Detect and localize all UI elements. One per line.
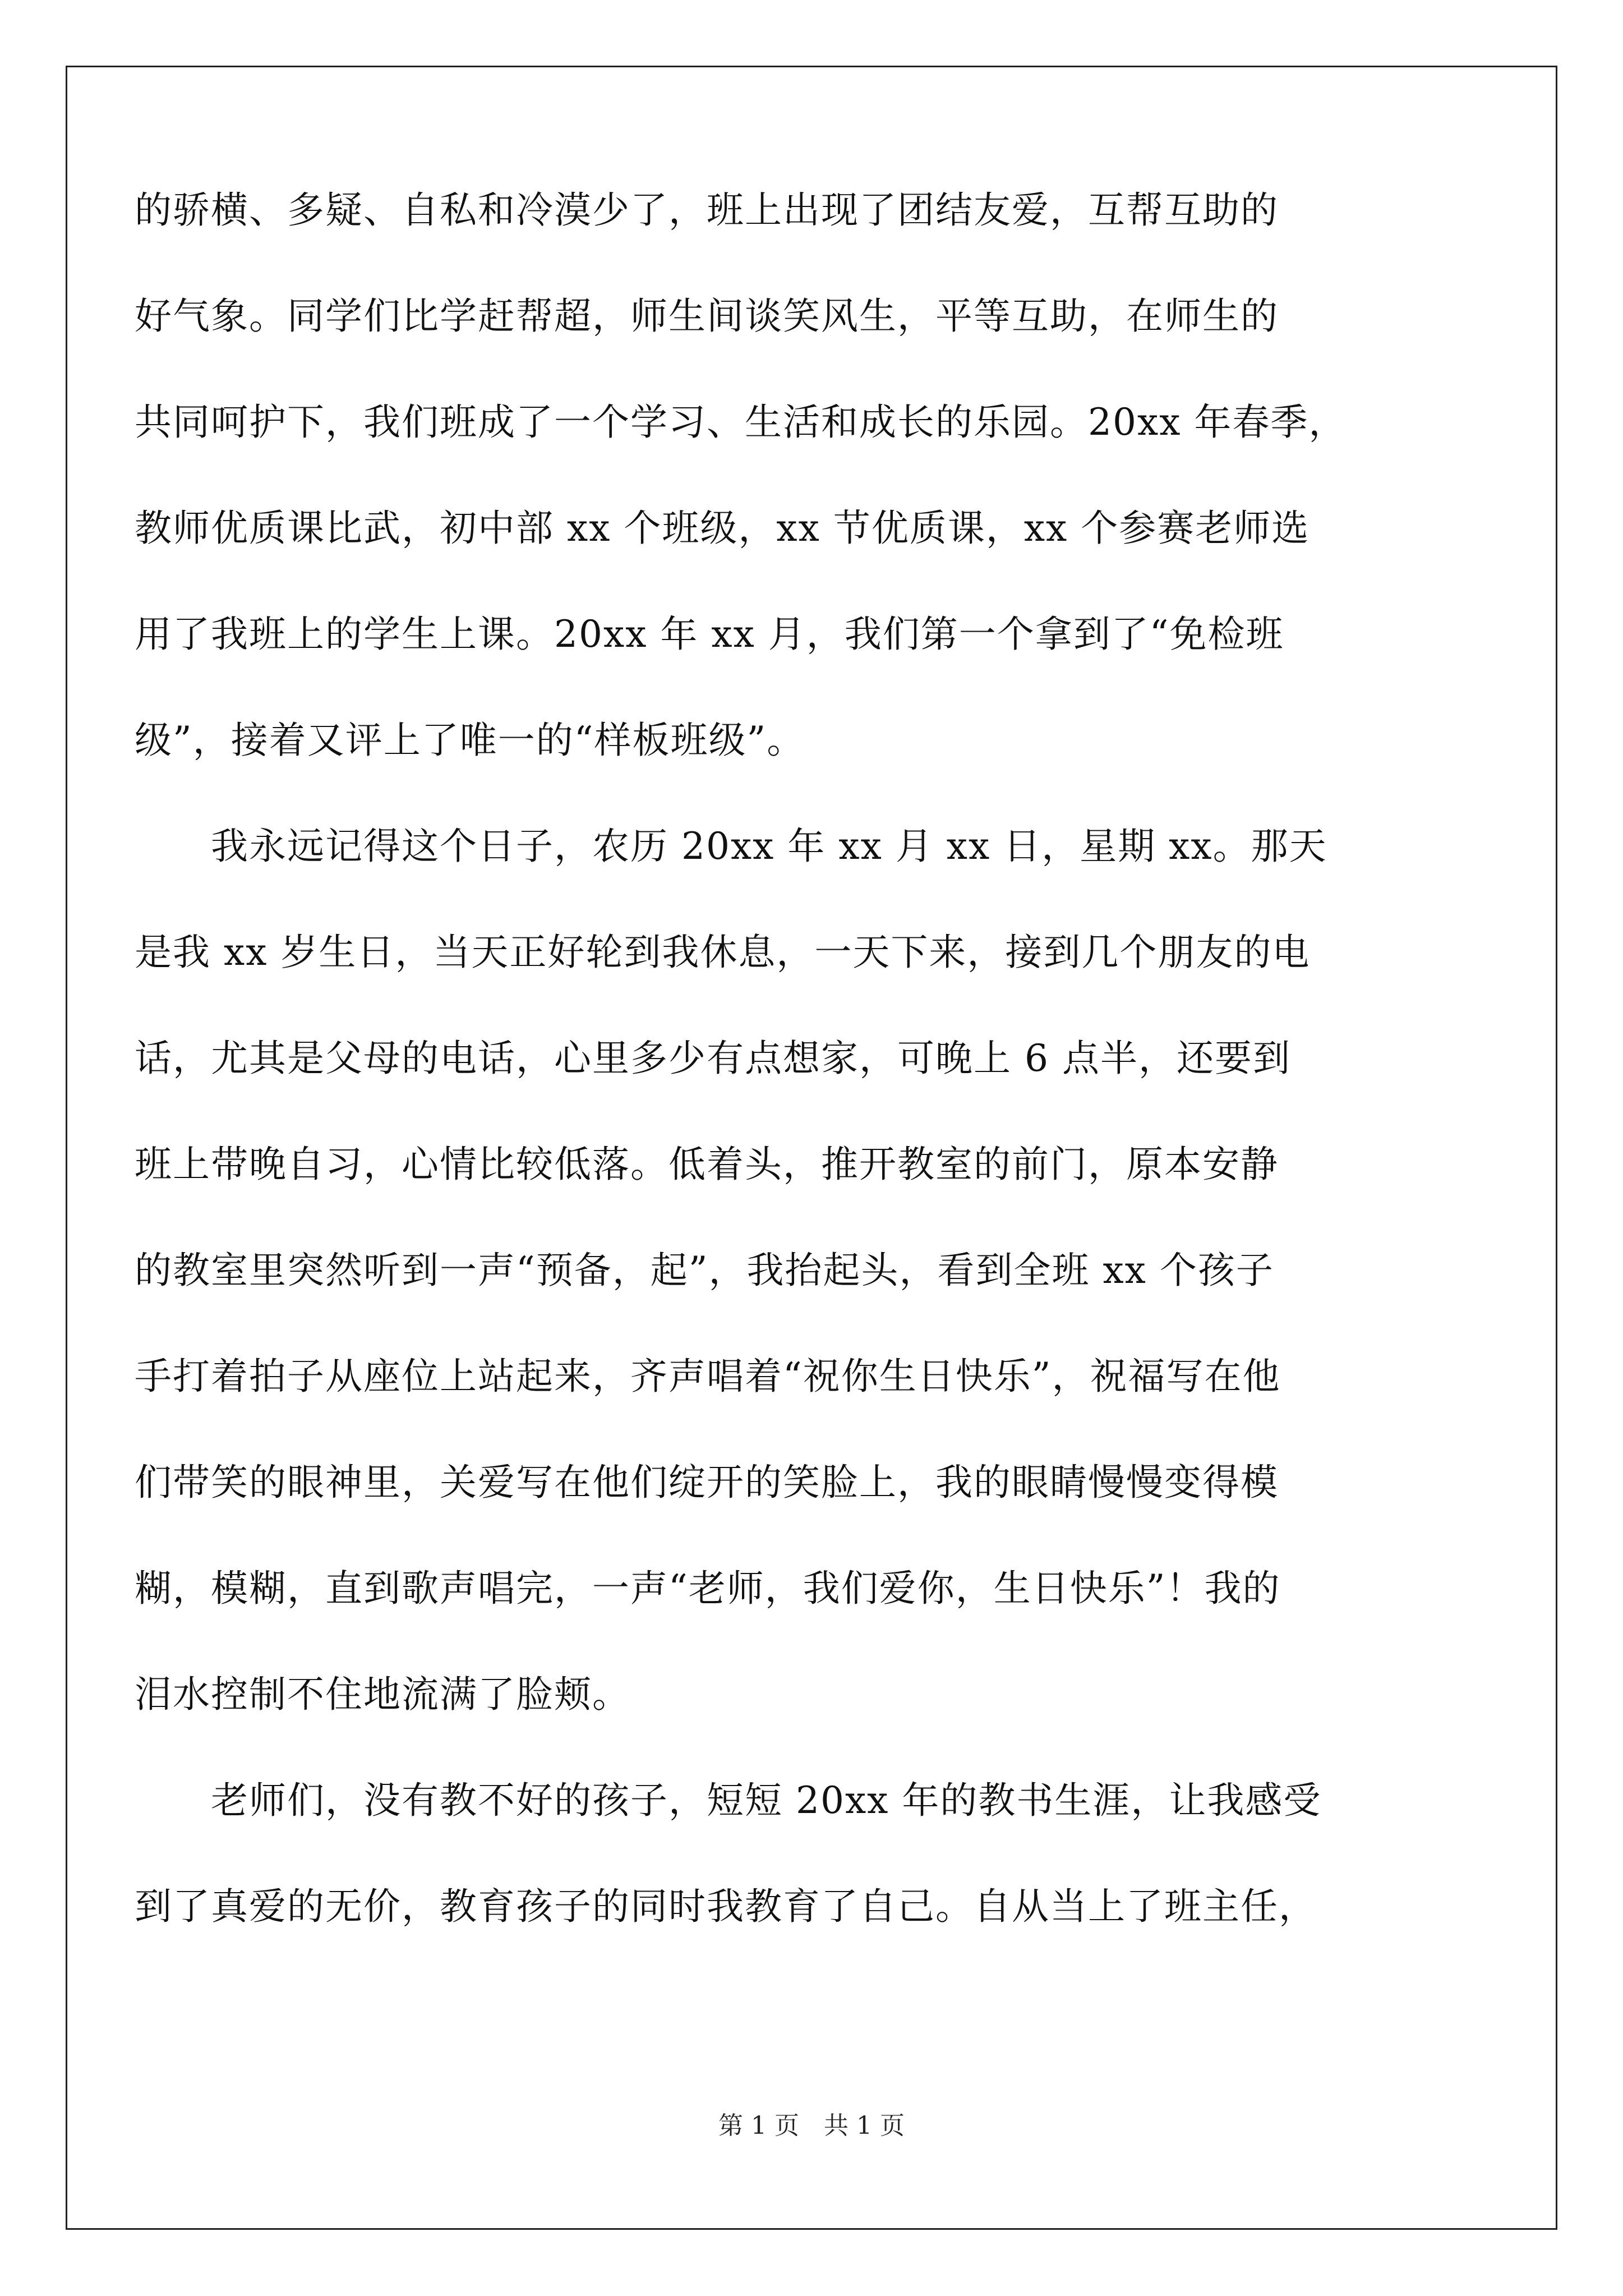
text-line: 用了我班上的学生上课。20xx 年 xx 月，我们第一个拿到了“免检班 bbox=[135, 613, 1284, 656]
text-line: 到了真爱的无价，教育孩子的同时我教育了自己。自从当上了班主任， bbox=[135, 1885, 1317, 1928]
text-line: 共同呵护下，我们班成了一个学习、生活和成长的乐园。20xx 年春季， bbox=[135, 401, 1347, 444]
text-line: 糊，模糊，直到歌声唱完，一声“老师，我们爱你，生日快乐”！我的 bbox=[135, 1567, 1281, 1610]
page-footer: 第 1 页 共 1 页 bbox=[718, 2111, 905, 2140]
text-line: 们带笑的眼神里，关爱写在他们绽开的笑脸上，我的眼睛慢慢变得模 bbox=[135, 1461, 1279, 1504]
text-line: 的骄横、多疑、自私和冷漠少了，班上出现了团结友爱，互帮互助的 bbox=[135, 188, 1279, 232]
text-line: 班上带晚自习，心情比较低落。低着头，推开教室的前门，原本安静 bbox=[135, 1143, 1279, 1186]
text-line: 手打着拍子从座位上站起来，齐声唱着“祝你生日快乐”，祝福写在他 bbox=[135, 1355, 1281, 1398]
text-line: 老师们，没有教不好的孩子，短短 20xx 年的教书生涯，让我感受 bbox=[135, 1779, 1322, 1822]
text-line: 我永远记得这个日子，农历 20xx 年 xx 月 xx 日，星期 xx。那天 bbox=[135, 825, 1327, 868]
text-line: 的教室里突然听到一声“预备，起”，我抬起头，看到全班 xx 个孩子 bbox=[135, 1249, 1274, 1292]
text-line: 教师优质课比武，初中部 xx 个班级，xx 节优质课，xx 个参赛老师选 bbox=[135, 507, 1310, 550]
text-line: 好气象。同学们比学赶帮超，师生间谈笑风生，平等互助，在师生的 bbox=[135, 295, 1279, 338]
text-line: 泪水控制不住地流满了脸颊。 bbox=[135, 1673, 630, 1716]
text-line: 级”，接着又评上了唯一的“样板班级”。 bbox=[135, 719, 805, 762]
text-line: 是我 xx 岁生日，当天正好轮到我休息，一天下来，接到几个朋友的电 bbox=[135, 931, 1311, 974]
text-line: 话，尤其是父母的电话，心里多少有点想家，可晚上 6 点半，还要到 bbox=[135, 1037, 1291, 1080]
